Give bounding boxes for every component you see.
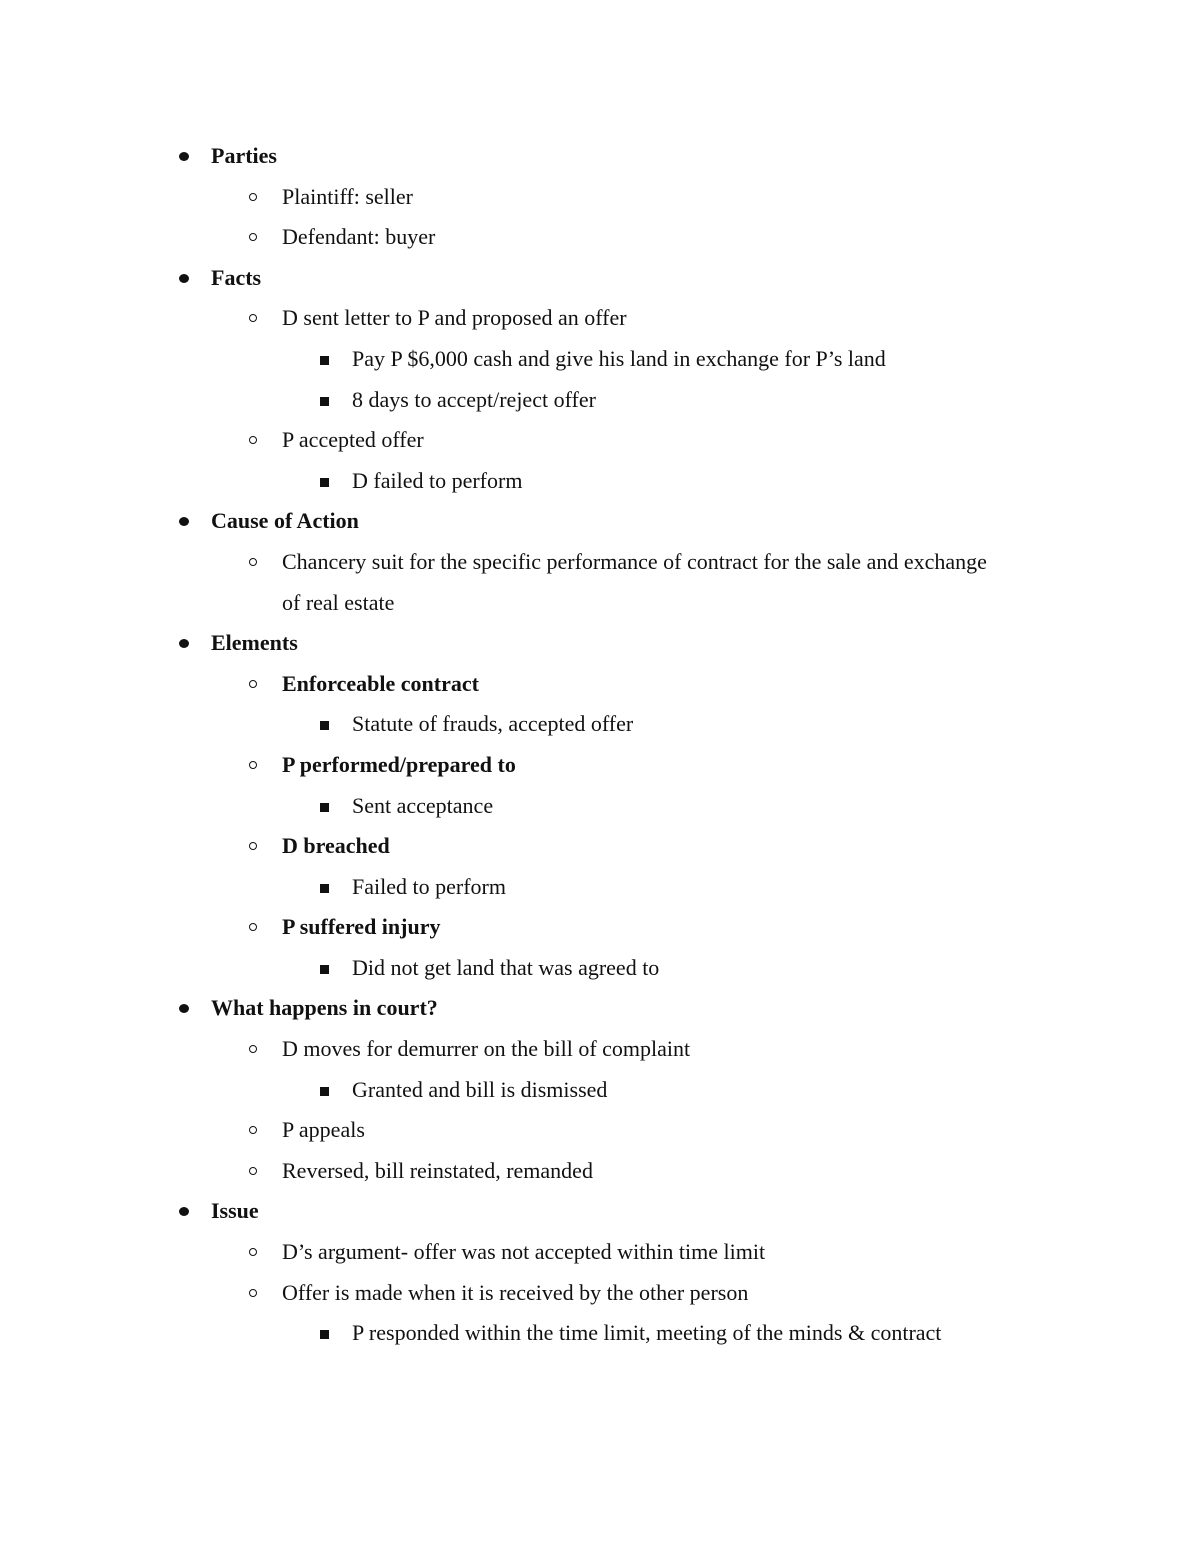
outline-item: [0, 217, 1200, 258]
outline-text: Elements: [211, 630, 298, 656]
filled-circle-bullet-icon: [179, 639, 189, 648]
hollow-circle-bullet-icon: [249, 233, 257, 241]
section-heading: [0, 988, 1200, 1029]
outline-text: What happens in court?: [211, 995, 438, 1021]
outline-text: D moves for demurrer on the bill of complaint: [282, 1036, 691, 1062]
hollow-circle-bullet-icon: [249, 1167, 257, 1175]
hollow-circle-bullet-icon: [249, 314, 257, 322]
outline-text: Failed to perform: [352, 873, 506, 899]
hollow-circle-bullet-icon: [249, 1248, 257, 1256]
outline-text: Did not get land that was agreed to: [352, 954, 660, 980]
outline-subitem: [0, 867, 1200, 908]
filled-square-bullet-icon: [320, 356, 329, 365]
outline-text: of real estate: [282, 589, 395, 615]
outline-text: P responded within the time limit, meeting of the minds & contract: [352, 1320, 942, 1346]
section-heading: [0, 1191, 1200, 1232]
outline-item: [0, 177, 1200, 218]
outline-subitem: [0, 704, 1200, 745]
outline-text: P performed/prepared to: [282, 751, 516, 777]
hollow-circle-bullet-icon: [249, 842, 257, 850]
outline-item: [0, 542, 1200, 583]
filled-square-bullet-icon: [320, 721, 329, 730]
filled-circle-bullet-icon: [179, 152, 189, 161]
filled-square-bullet-icon: [320, 478, 329, 487]
section-heading: [0, 501, 1200, 542]
outline-subitem: [0, 380, 1200, 421]
hollow-circle-bullet-icon: [249, 761, 257, 769]
outline-text: Facts: [211, 264, 262, 290]
outline-text: P appeals: [282, 1117, 365, 1143]
outline-text: P suffered injury: [282, 914, 441, 940]
filled-square-bullet-icon: [320, 397, 329, 406]
outline-item: [0, 420, 1200, 461]
outline-text: 8 days to accept/reject offer: [352, 386, 596, 412]
outline-text: Chancery suit for the specific performance of contract for the sale and exchange: [282, 548, 987, 574]
outline-item: [0, 826, 1200, 867]
section-heading: [0, 623, 1200, 664]
outline-item: [0, 1110, 1200, 1151]
case-brief-outline: [0, 136, 1200, 1354]
hollow-circle-bullet-icon: [249, 1126, 257, 1134]
hollow-circle-bullet-icon: [249, 193, 257, 201]
hollow-circle-bullet-icon: [249, 558, 257, 566]
outline-text: D breached: [282, 833, 390, 859]
outline-subitem: [0, 786, 1200, 827]
outline-text: Statute of frauds, accepted offer: [352, 711, 634, 737]
outline-text: Parties: [211, 143, 277, 168]
section-heading: [0, 258, 1200, 299]
filled-square-bullet-icon: [320, 884, 329, 893]
outline-item: [0, 664, 1200, 705]
outline-text: Sent acceptance: [352, 792, 494, 818]
outline-item: [0, 1029, 1200, 1070]
outline-text: Granted and bill is dismissed: [352, 1076, 608, 1102]
outline-subitem: [0, 461, 1200, 502]
outline-item: [0, 745, 1200, 786]
outline-text: Defendant: buyer: [282, 224, 436, 250]
filled-circle-bullet-icon: [179, 1004, 189, 1013]
outline-item: [0, 1232, 1200, 1273]
hollow-circle-bullet-icon: [249, 1045, 257, 1053]
outline-text: Issue: [211, 1198, 259, 1224]
filled-square-bullet-icon: [320, 1330, 329, 1339]
outline-text: Offer is made when it is received by the other person: [282, 1279, 749, 1305]
outline-item: [0, 298, 1200, 339]
hollow-circle-bullet-icon: [249, 436, 257, 444]
outline-text: Pay P $6,000 cash and give his land in exchange for P’s land: [352, 345, 886, 371]
outline-text: Plaintiff: seller: [282, 183, 413, 209]
outline-item: [0, 907, 1200, 948]
hollow-circle-bullet-icon: [249, 923, 257, 931]
outline-text: D failed to perform: [352, 467, 523, 493]
outline-subitem: [0, 948, 1200, 989]
outline-item-continuation: [0, 583, 1200, 624]
hollow-circle-bullet-icon: [249, 680, 257, 688]
hollow-circle-bullet-icon: [249, 1289, 257, 1297]
outline-subitem: [0, 339, 1200, 380]
outline-text: Enforceable contract: [282, 670, 479, 696]
outline-text: Cause of Action: [211, 508, 359, 534]
outline-item: [0, 1151, 1200, 1192]
filled-square-bullet-icon: [320, 965, 329, 974]
outline-text: P accepted offer: [282, 427, 424, 453]
outline-text: Reversed, bill reinstated, remanded: [282, 1157, 593, 1183]
filled-square-bullet-icon: [320, 1087, 329, 1096]
section-heading: [0, 136, 1200, 177]
filled-circle-bullet-icon: [179, 517, 189, 526]
outline-text: D’s argument- offer was not accepted within time limit: [282, 1239, 766, 1265]
outline-item: [0, 1273, 1200, 1314]
filled-circle-bullet-icon: [179, 274, 189, 283]
filled-circle-bullet-icon: [179, 1207, 189, 1216]
outline-text: D sent letter to P and proposed an offer: [282, 305, 627, 331]
outline-subitem: [0, 1313, 1200, 1354]
filled-square-bullet-icon: [320, 803, 329, 812]
outline-subitem: [0, 1070, 1200, 1111]
